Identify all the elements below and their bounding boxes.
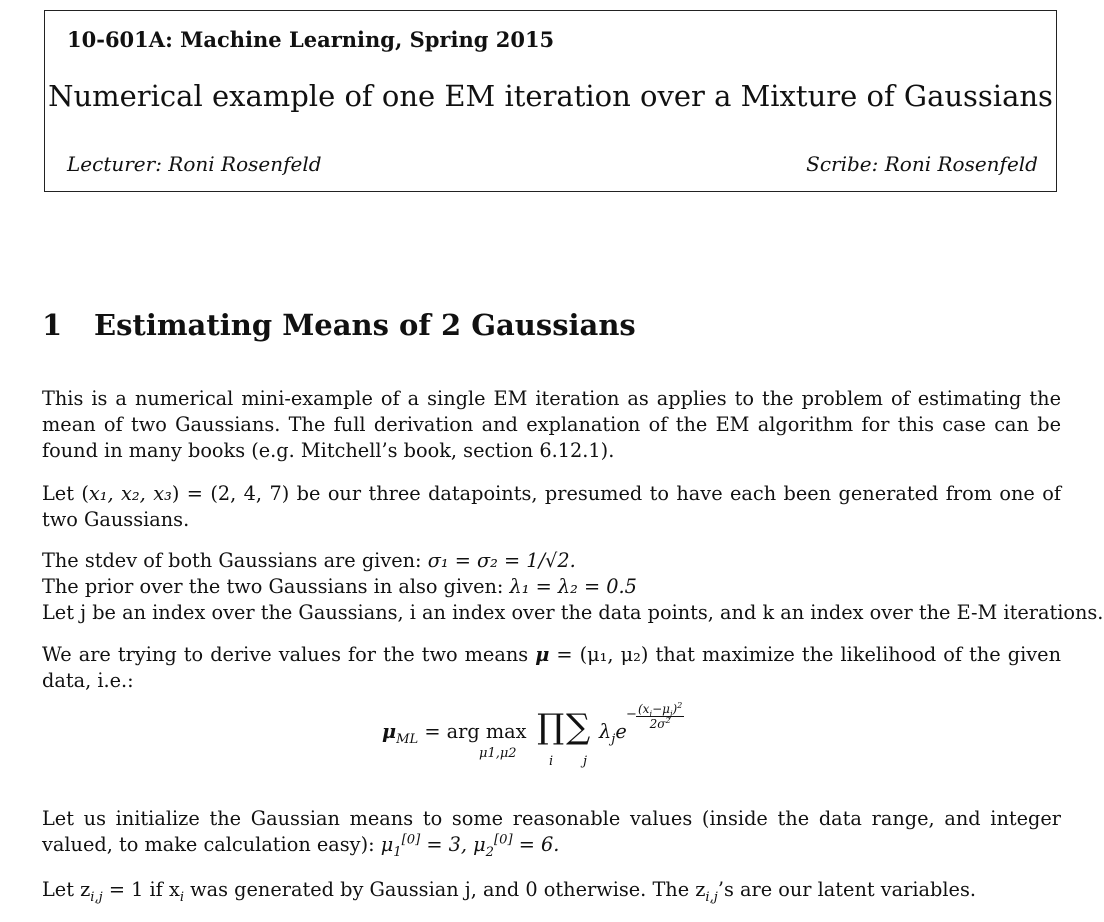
latent-text-2: = 1 if x (102, 878, 180, 901)
scribe-name: Scribe: Roni Rosenfeld (806, 152, 1038, 176)
datapoints-text: ) = (2, 4, 7) be our three datapoints, presumed to have each been generated from one of two Gaussians. (42, 482, 1062, 531)
exponent-denominator: $2\sigma^2$ (649, 715, 671, 731)
datapoints-vars: x₁, x₂, x₃ (88, 482, 172, 505)
max-likelihood-equation (0, 702, 1104, 772)
prior-text: The prior over the two Gaussians in also given: (42, 575, 510, 598)
section-heading (42, 308, 636, 342)
datapoints-pre: Let ( (42, 482, 89, 505)
index-line: Let j be an index over the Gaussians, i an index over the data points, and k an index over the E-M iterations. (42, 601, 1104, 624)
section-number: 1 (42, 308, 63, 342)
section-title: Estimating Means of 2 Gaussians (94, 308, 636, 342)
argmax-subscript: μ1,μ2 (479, 746, 517, 761)
latent-text: Let z (42, 878, 91, 901)
init-values: $\mu_1[0] = 3$, $\mu_2[0] = 6$. (380, 832, 560, 860)
latent-text-4: ’s are our latent variables. (717, 878, 976, 901)
product-symbol: ∏ (537, 707, 565, 747)
mu-vector: μ (535, 643, 550, 666)
exponent-numerator: $(x_i-\mu_j)^2$ (638, 700, 683, 719)
stdev-text: The stdev of both Gaussians are given: (42, 549, 428, 572)
init-text: Let us initialize the Gaussian means to some reasonable values (inside the data range, and integer valued, to make calculation easy): (42, 807, 1061, 856)
latent-line: Let $z_{i,j} = 1$ if $x_i$ was generated by Gaussian j, and 0 otherwise. The $z_{i,j}’s$ are our latent variables. (42, 878, 976, 905)
lecture-title: Numerical example of one EM iteration over a Mixture of Gaussians (48, 79, 1053, 113)
derive-paragraph (42, 642, 1061, 694)
lecture-header-box (44, 10, 1057, 192)
stdev-line (42, 548, 1061, 574)
latent-text-3: was generated by Gaussian j, and 0 otherwise. The z (184, 878, 706, 901)
sum-symbol: ∑ (566, 707, 591, 747)
lecturer-name: Lecturer: Roni Rosenfeld (67, 152, 322, 176)
exponent-fraction (636, 702, 684, 731)
product-index: i (549, 754, 554, 769)
intro-paragraph: This is a numerical mini-example of a single EM iteration as applies to the problem of estimating the mean of two Gaussians. The full derivation and explanation of the EM algorithm for this case can be found in many books (e.g. Mitchell’s book, section 6.12.1). (42, 387, 1061, 462)
datapoints-paragraph (42, 481, 1061, 533)
exponent-minus: − (626, 707, 637, 722)
sum-index: j (583, 754, 588, 769)
derive-text-rest: = (μ₁, μ₂) that maximize the likelihood of the given data, i.e.: (42, 643, 1061, 692)
prior-math: λ₁ = λ₂ = 0.5 (509, 575, 637, 598)
prior-line (42, 574, 1061, 600)
derive-text: We are trying to derive values for the two means (42, 643, 536, 666)
course-title: 10-601A: Machine Learning, Spring 2015 (67, 27, 555, 52)
equation-lhs: $\mu_{ML}$ = arg max (382, 720, 527, 747)
stdev-math: σ₁ = σ₂ = 1/√2. (427, 549, 576, 572)
equation-term: $\lambda_je$ (599, 720, 627, 747)
init-paragraph (42, 806, 1061, 858)
